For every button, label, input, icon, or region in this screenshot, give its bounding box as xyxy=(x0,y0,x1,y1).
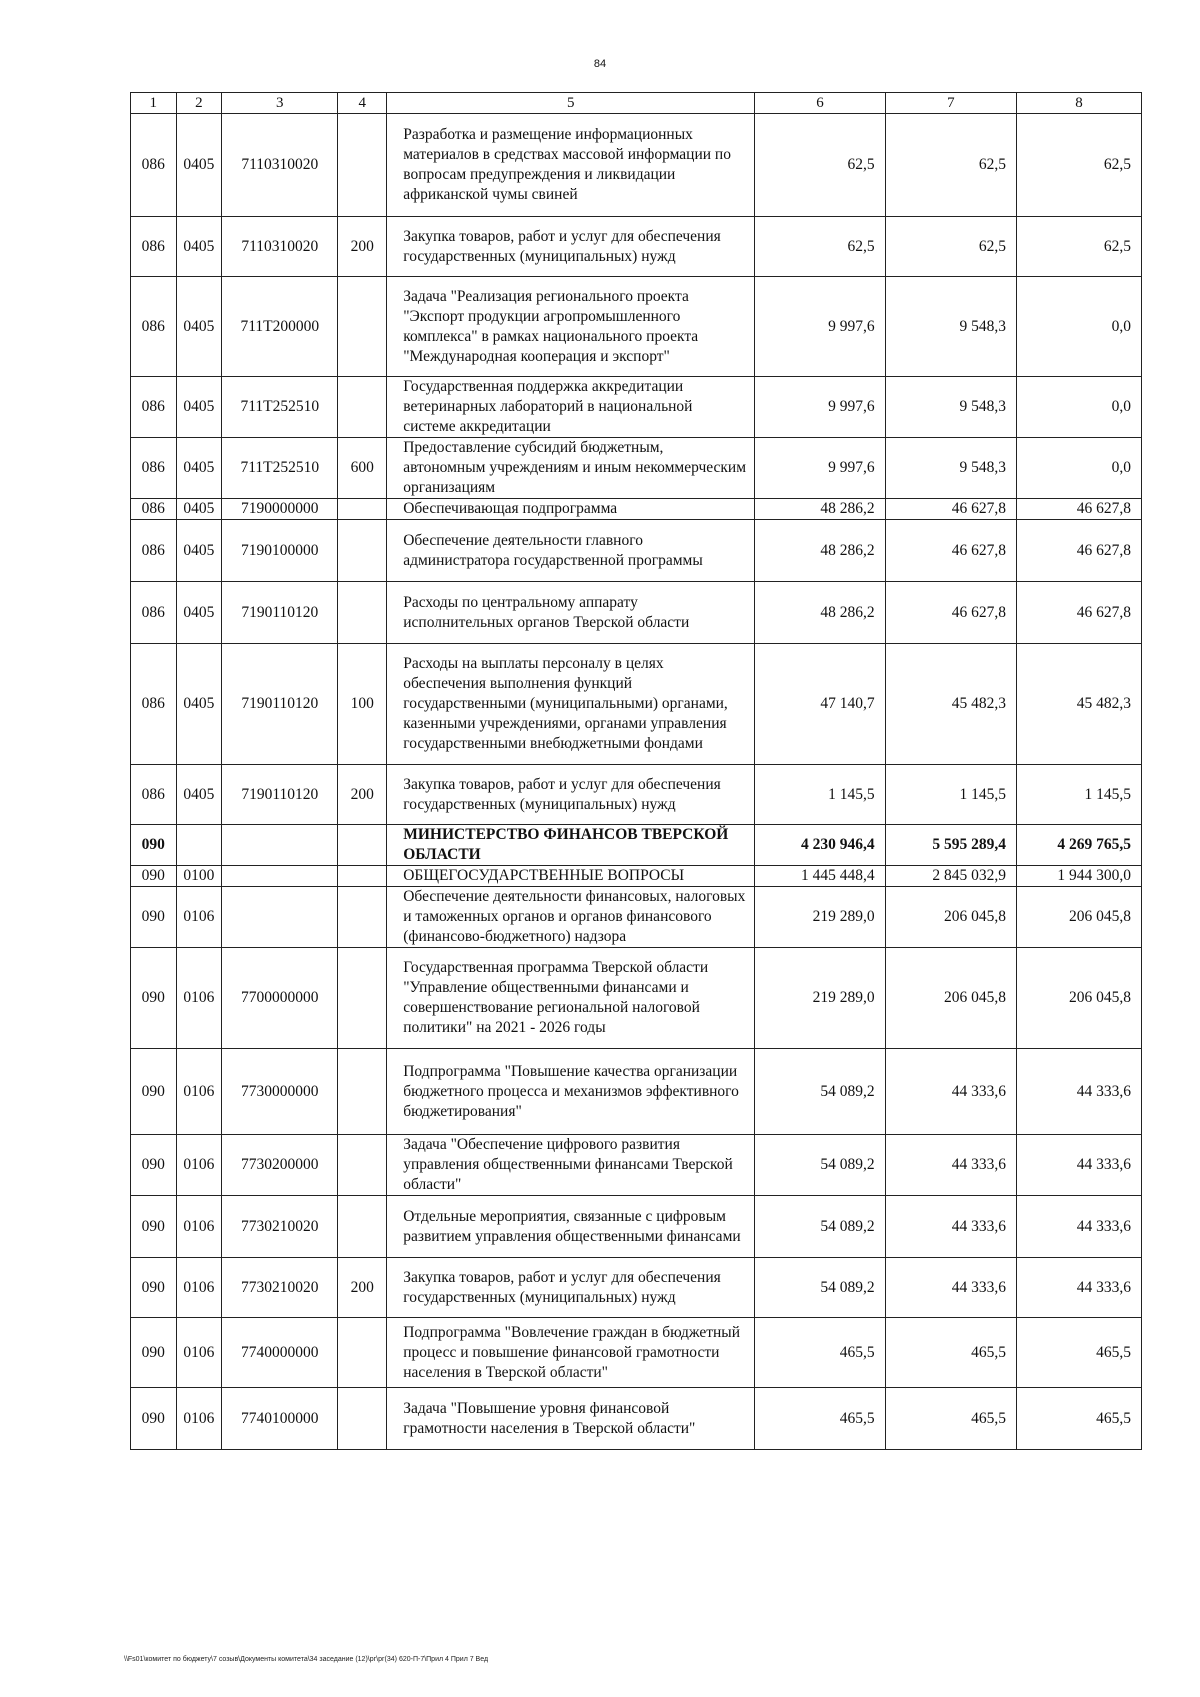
table-row xyxy=(131,948,1142,1049)
cell-c2: 0106 xyxy=(176,1388,222,1450)
cell-c6: 62,5 xyxy=(755,217,885,277)
cell-c1: 090 xyxy=(131,887,177,948)
cell-c7: 9 548,3 xyxy=(885,438,1016,499)
table-row xyxy=(131,1318,1142,1388)
cell-c8: 1 145,5 xyxy=(1017,765,1142,825)
table-row xyxy=(131,887,1142,948)
cell-c2: 0405 xyxy=(176,114,222,217)
cell-c2: 0405 xyxy=(176,582,222,644)
cell-c1: 090 xyxy=(131,1388,177,1450)
cell-c1: 090 xyxy=(131,1135,177,1196)
table-row xyxy=(131,217,1142,277)
cell-c5: Предоставление субсидий бюджетным, автономным учреждениям и иным некоммерческим организациям xyxy=(387,438,755,499)
table-row xyxy=(131,277,1142,377)
cell-c8: 465,5 xyxy=(1017,1388,1142,1450)
budget-table xyxy=(130,92,1142,1450)
header-cell: 3 xyxy=(222,93,338,114)
cell-c8: 1 944 300,0 xyxy=(1017,866,1142,887)
cell-c2: 0405 xyxy=(176,765,222,825)
table-row xyxy=(131,438,1142,499)
cell-c5: Задача "Обеспечение цифрового развития управления общественными финансами Тверской области" xyxy=(387,1135,755,1196)
cell-c1: 086 xyxy=(131,765,177,825)
cell-c5: Задача "Повышение уровня финансовой грамотности населения в Тверской области" xyxy=(387,1388,755,1450)
cell-c2: 0405 xyxy=(176,644,222,765)
cell-c4 xyxy=(338,948,387,1049)
cell-c1: 086 xyxy=(131,499,177,520)
cell-c4 xyxy=(338,1196,387,1258)
cell-c5: ОБЩЕГОСУДАРСТВЕННЫЕ ВОПРОСЫ xyxy=(387,866,755,887)
cell-c6: 465,5 xyxy=(755,1388,885,1450)
cell-c3: 7190100000 xyxy=(222,520,338,582)
cell-c4: 600 xyxy=(338,438,387,499)
cell-c6: 465,5 xyxy=(755,1318,885,1388)
cell-c2: 0405 xyxy=(176,520,222,582)
cell-c5: Государственная поддержка аккредитации ветеринарных лабораторий в национальной системе аккредитации xyxy=(387,377,755,438)
cell-c8: 44 333,6 xyxy=(1017,1049,1142,1135)
cell-c6: 9 997,6 xyxy=(755,277,885,377)
cell-c7: 465,5 xyxy=(885,1388,1016,1450)
cell-c4: 200 xyxy=(338,765,387,825)
cell-c6: 1 145,5 xyxy=(755,765,885,825)
cell-c8: 0,0 xyxy=(1017,438,1142,499)
cell-c4 xyxy=(338,866,387,887)
cell-c7: 465,5 xyxy=(885,1318,1016,1388)
cell-c2 xyxy=(176,825,222,866)
cell-c4 xyxy=(338,499,387,520)
cell-c8: 44 333,6 xyxy=(1017,1135,1142,1196)
cell-c6: 54 089,2 xyxy=(755,1049,885,1135)
cell-c4 xyxy=(338,277,387,377)
cell-c6: 48 286,2 xyxy=(755,582,885,644)
cell-c7: 46 627,8 xyxy=(885,499,1016,520)
cell-c2: 0106 xyxy=(176,1318,222,1388)
cell-c2: 0106 xyxy=(176,948,222,1049)
cell-c4: 200 xyxy=(338,217,387,277)
cell-c7: 1 145,5 xyxy=(885,765,1016,825)
cell-c6: 54 089,2 xyxy=(755,1258,885,1318)
cell-c2: 0100 xyxy=(176,866,222,887)
header-cell: 6 xyxy=(755,93,885,114)
cell-c6: 54 089,2 xyxy=(755,1135,885,1196)
cell-c5: Расходы по центральному аппарату исполнительных органов Тверской области xyxy=(387,582,755,644)
table-row xyxy=(131,520,1142,582)
cell-c2: 0405 xyxy=(176,217,222,277)
cell-c4 xyxy=(338,520,387,582)
cell-c1: 090 xyxy=(131,825,177,866)
cell-c3: 7110310020 xyxy=(222,217,338,277)
cell-c3: 7190110120 xyxy=(222,582,338,644)
table-row xyxy=(131,1135,1142,1196)
cell-c7: 46 627,8 xyxy=(885,520,1016,582)
cell-c3 xyxy=(222,887,338,948)
cell-c2: 0405 xyxy=(176,499,222,520)
cell-c3: 711Т252510 xyxy=(222,438,338,499)
cell-c6: 4 230 946,4 xyxy=(755,825,885,866)
cell-c1: 086 xyxy=(131,438,177,499)
cell-c5: Государственная программа Тверской области "Управление общественными финансами и совершенствование региональной налоговой политики" на 2021 - 2026 годы xyxy=(387,948,755,1049)
cell-c6: 219 289,0 xyxy=(755,887,885,948)
cell-c7: 44 333,6 xyxy=(885,1135,1016,1196)
cell-c6: 9 997,6 xyxy=(755,377,885,438)
cell-c6: 48 286,2 xyxy=(755,499,885,520)
cell-c6: 54 089,2 xyxy=(755,1196,885,1258)
cell-c5: Подпрограмма "Повышение качества организации бюджетного процесса и механизмов эффективного бюджетирования" xyxy=(387,1049,755,1135)
cell-c6: 48 286,2 xyxy=(755,520,885,582)
cell-c3: 7700000000 xyxy=(222,948,338,1049)
cell-c3: 7110310020 xyxy=(222,114,338,217)
cell-c3: 7730200000 xyxy=(222,1135,338,1196)
header-cell: 7 xyxy=(885,93,1016,114)
cell-c8: 206 045,8 xyxy=(1017,948,1142,1049)
cell-c4: 100 xyxy=(338,644,387,765)
cell-c3: 711Т200000 xyxy=(222,277,338,377)
header-cell: 2 xyxy=(176,93,222,114)
header-cell: 5 xyxy=(387,93,755,114)
table-row xyxy=(131,765,1142,825)
header-cell: 8 xyxy=(1017,93,1142,114)
cell-c1: 090 xyxy=(131,948,177,1049)
cell-c3 xyxy=(222,866,338,887)
cell-c1: 086 xyxy=(131,114,177,217)
cell-c7: 9 548,3 xyxy=(885,377,1016,438)
table-row xyxy=(131,1258,1142,1318)
cell-c2: 0106 xyxy=(176,1049,222,1135)
cell-c4 xyxy=(338,1049,387,1135)
cell-c6: 1 445 448,4 xyxy=(755,866,885,887)
cell-c7: 62,5 xyxy=(885,217,1016,277)
cell-c8: 46 627,8 xyxy=(1017,582,1142,644)
cell-c8: 206 045,8 xyxy=(1017,887,1142,948)
table-row xyxy=(131,499,1142,520)
cell-c6: 219 289,0 xyxy=(755,948,885,1049)
cell-c3: 7740100000 xyxy=(222,1388,338,1450)
cell-c4 xyxy=(338,582,387,644)
header-cell: 1 xyxy=(131,93,177,114)
cell-c7: 44 333,6 xyxy=(885,1049,1016,1135)
cell-c3: 7190110120 xyxy=(222,765,338,825)
cell-c5: МИНИСТЕРСТВО ФИНАНСОВ ТВЕРСКОЙ ОБЛАСТИ xyxy=(387,825,755,866)
cell-c8: 4 269 765,5 xyxy=(1017,825,1142,866)
cell-c7: 45 482,3 xyxy=(885,644,1016,765)
cell-c4 xyxy=(338,887,387,948)
cell-c8: 62,5 xyxy=(1017,217,1142,277)
cell-c5: Отдельные мероприятия, связанные с цифровым развитием управления общественными финансами xyxy=(387,1196,755,1258)
cell-c1: 090 xyxy=(131,866,177,887)
header-row xyxy=(131,93,1142,114)
cell-c5: Обеспечение деятельности главного администратора государственной программы xyxy=(387,520,755,582)
cell-c3: 7730210020 xyxy=(222,1196,338,1258)
cell-c7: 46 627,8 xyxy=(885,582,1016,644)
cell-c7: 5 595 289,4 xyxy=(885,825,1016,866)
cell-c1: 090 xyxy=(131,1258,177,1318)
cell-c4 xyxy=(338,1318,387,1388)
cell-c1: 086 xyxy=(131,277,177,377)
cell-c1: 086 xyxy=(131,377,177,438)
cell-c8: 46 627,8 xyxy=(1017,499,1142,520)
cell-c5: Обеспечение деятельности финансовых, налоговых и таможенных органов и органов финансового (финансово-бюджетного) надзора xyxy=(387,887,755,948)
table-row xyxy=(131,1049,1142,1135)
cell-c7: 9 548,3 xyxy=(885,277,1016,377)
cell-c6: 9 997,6 xyxy=(755,438,885,499)
cell-c3: 7190000000 xyxy=(222,499,338,520)
cell-c5: Подпрограмма "Вовлечение граждан в бюджетный процесс и повышение финансовой грамотности населения в Тверской области" xyxy=(387,1318,755,1388)
table-row xyxy=(131,1196,1142,1258)
table-row xyxy=(131,377,1142,438)
table-row xyxy=(131,1388,1142,1450)
cell-c8: 0,0 xyxy=(1017,277,1142,377)
cell-c6: 47 140,7 xyxy=(755,644,885,765)
cell-c7: 44 333,6 xyxy=(885,1196,1016,1258)
cell-c8: 46 627,8 xyxy=(1017,520,1142,582)
cell-c1: 086 xyxy=(131,520,177,582)
cell-c5: Закупка товаров, работ и услуг для обеспечения государственных (муниципальных) нужд xyxy=(387,765,755,825)
cell-c4 xyxy=(338,114,387,217)
cell-c3: 7730000000 xyxy=(222,1049,338,1135)
cell-c6: 62,5 xyxy=(755,114,885,217)
cell-c7: 62,5 xyxy=(885,114,1016,217)
cell-c3: 7740000000 xyxy=(222,1318,338,1388)
cell-c2: 0405 xyxy=(176,277,222,377)
cell-c2: 0106 xyxy=(176,1135,222,1196)
table-row xyxy=(131,114,1142,217)
cell-c5: Задача "Реализация регионального проекта "Экспорт продукции агропромышленного комплекса" в рамках национального проекта "Международная кооперация и экспорт" xyxy=(387,277,755,377)
cell-c8: 465,5 xyxy=(1017,1318,1142,1388)
cell-c3: 7730210020 xyxy=(222,1258,338,1318)
table-row xyxy=(131,644,1142,765)
cell-c5: Обеспечивающая подпрограмма xyxy=(387,499,755,520)
cell-c8: 45 482,3 xyxy=(1017,644,1142,765)
cell-c5: Закупка товаров, работ и услуг для обеспечения государственных (муниципальных) нужд xyxy=(387,217,755,277)
cell-c1: 086 xyxy=(131,217,177,277)
cell-c4 xyxy=(338,1135,387,1196)
cell-c7: 2 845 032,9 xyxy=(885,866,1016,887)
cell-c2: 0106 xyxy=(176,887,222,948)
cell-c4 xyxy=(338,1388,387,1450)
cell-c8: 44 333,6 xyxy=(1017,1258,1142,1318)
table-row xyxy=(131,582,1142,644)
cell-c4 xyxy=(338,377,387,438)
cell-c8: 44 333,6 xyxy=(1017,1196,1142,1258)
page-number: 84 xyxy=(593,58,607,70)
header-cell: 4 xyxy=(338,93,387,114)
cell-c7: 44 333,6 xyxy=(885,1258,1016,1318)
cell-c3 xyxy=(222,825,338,866)
cell-c1: 090 xyxy=(131,1318,177,1388)
cell-c1: 090 xyxy=(131,1049,177,1135)
cell-c2: 0405 xyxy=(176,438,222,499)
cell-c1: 086 xyxy=(131,582,177,644)
cell-c1: 086 xyxy=(131,644,177,765)
cell-c2: 0106 xyxy=(176,1258,222,1318)
cell-c5: Разработка и размещение информационных материалов в средствах массовой информации по вопросам предупреждения и ликвидации африканской чумы свиней xyxy=(387,114,755,217)
table-row xyxy=(131,866,1142,887)
cell-c7: 206 045,8 xyxy=(885,887,1016,948)
cell-c3: 711Т252510 xyxy=(222,377,338,438)
cell-c1: 090 xyxy=(131,1196,177,1258)
table-row xyxy=(131,825,1142,866)
cell-c5: Расходы на выплаты персоналу в целях обеспечения выполнения функций государственными (муниципальными) органами, казенными учреждениями, органами управления государственными внебюджетными фондами xyxy=(387,644,755,765)
cell-c8: 0,0 xyxy=(1017,377,1142,438)
file-path-footer: \\Fs01\комитет по бюджету\7 созыв\Документы комитета\34 заседание (12)\рг\рг(34) 620-П-7\Прил 4 Прил 7 Вед xyxy=(124,1656,489,1663)
cell-c4 xyxy=(338,825,387,866)
cell-c4: 200 xyxy=(338,1258,387,1318)
cell-c7: 206 045,8 xyxy=(885,948,1016,1049)
cell-c5: Закупка товаров, работ и услуг для обеспечения государственных (муниципальных) нужд xyxy=(387,1258,755,1318)
cell-c8: 62,5 xyxy=(1017,114,1142,217)
cell-c2: 0405 xyxy=(176,377,222,438)
cell-c2: 0106 xyxy=(176,1196,222,1258)
cell-c3: 7190110120 xyxy=(222,644,338,765)
